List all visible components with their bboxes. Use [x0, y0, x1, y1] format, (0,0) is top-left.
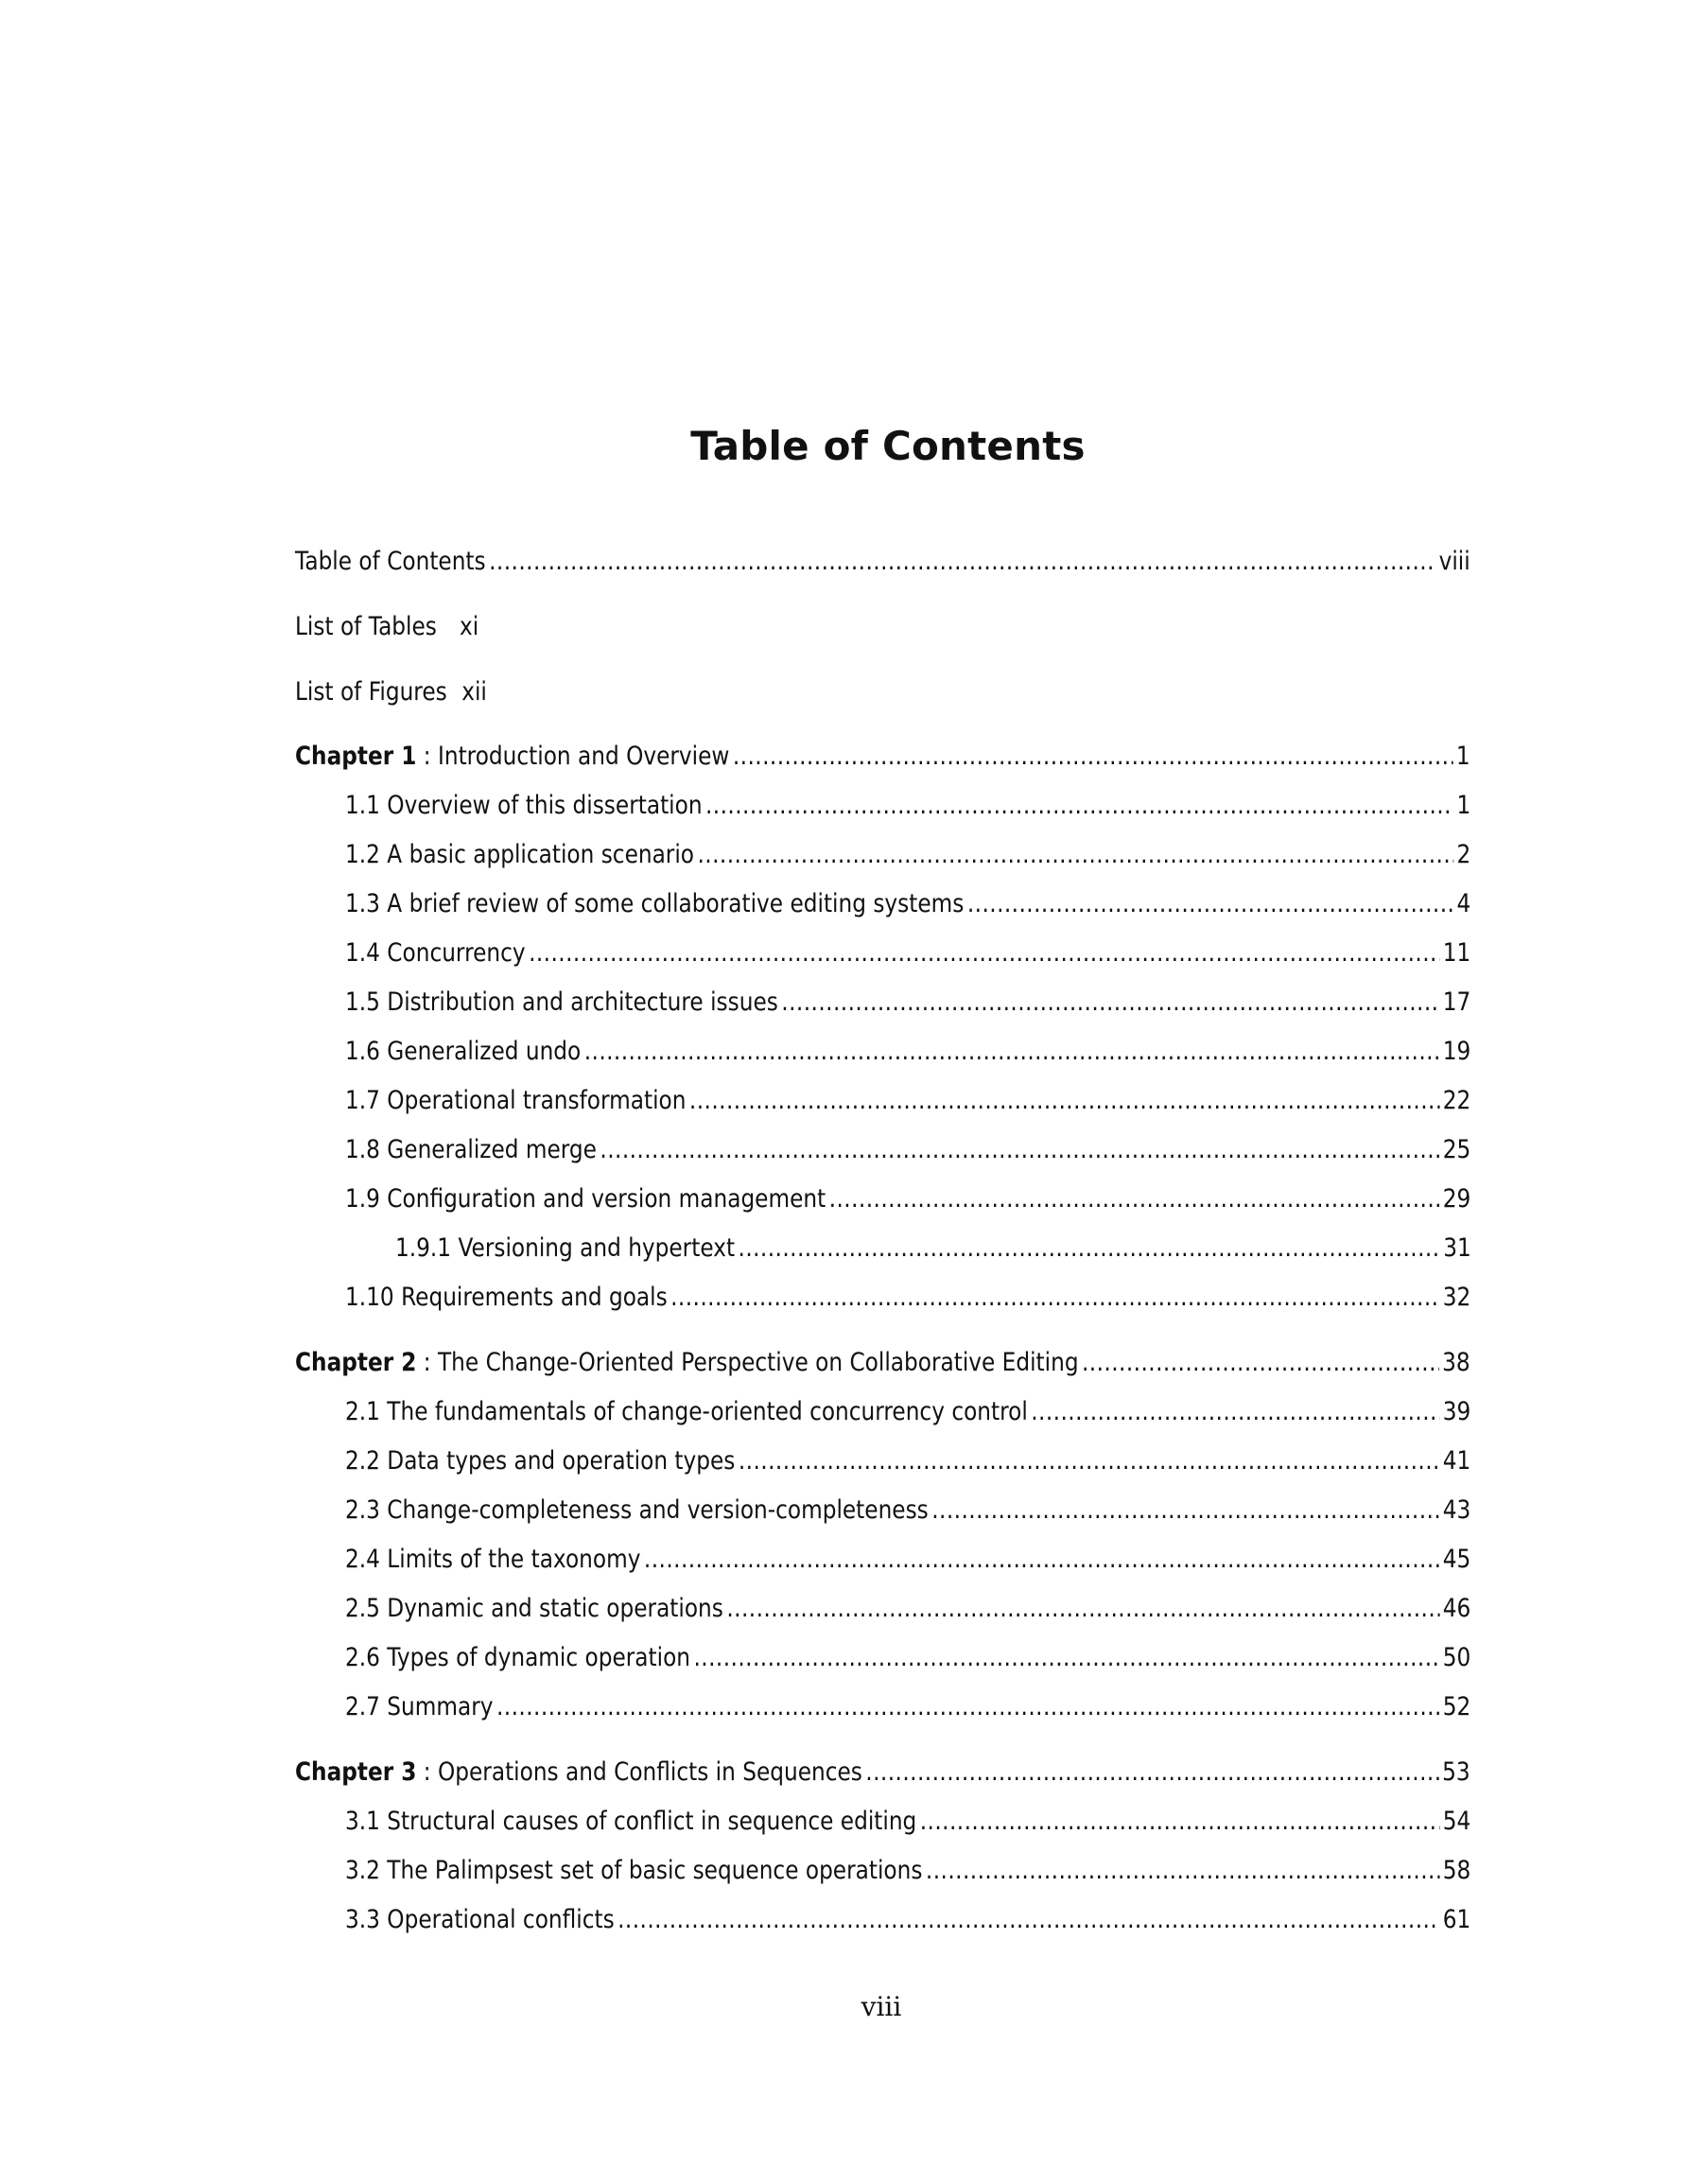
dot-leader — [617, 1901, 1439, 1939]
toc-section-label: 1.4 Concurrency — [345, 938, 526, 968]
dot-leader — [726, 1590, 1439, 1628]
dot-leader — [739, 1442, 1439, 1480]
toc-section-label: 2.6 Types of dynamic operation — [345, 1643, 691, 1672]
toc-section-label: 2.1 The fundamentals of change-oriented concurrency control — [345, 1397, 1028, 1426]
toc-section[interactable] — [345, 1180, 1470, 1218]
toc-section-label: 2.4 Limits of the taxonomy — [345, 1545, 641, 1574]
dot-leader — [1031, 1393, 1439, 1431]
dot-leader — [670, 1279, 1439, 1317]
toc-section[interactable] — [345, 1033, 1470, 1071]
dot-leader — [967, 885, 1453, 923]
dot-leader — [693, 1639, 1439, 1677]
toc-section[interactable] — [345, 984, 1470, 1022]
dot-leader — [1082, 1344, 1439, 1382]
toc-entry-table-of-contents[interactable] — [295, 543, 1470, 581]
toc-entry-page: 53 — [1442, 1757, 1470, 1787]
dot-leader — [829, 1180, 1440, 1218]
toc-section[interactable] — [345, 1131, 1470, 1169]
toc-subsection-label: 1.9.1 Versioning and hypertext — [395, 1233, 736, 1263]
toc-section[interactable] — [345, 1803, 1470, 1841]
toc-entry-page: 54 — [1442, 1807, 1471, 1836]
toc-section-label: 2.3 Change-completeness and version-completeness — [345, 1495, 929, 1525]
toc-section[interactable] — [345, 1082, 1470, 1120]
toc-entry-label: Table of Contents — [295, 547, 486, 576]
toc-entry-page: 29 — [1442, 1184, 1471, 1214]
toc-entry-page: 11 — [1442, 938, 1471, 968]
chapter-title: : Introduction and Overview — [423, 742, 730, 771]
toc-section-label: 1.7 Operational transformation — [345, 1086, 687, 1115]
toc-entry-page: 38 — [1442, 1348, 1470, 1377]
toc-chapter-1[interactable] — [295, 738, 1470, 776]
toc-entry-label: List of Figures — [295, 677, 447, 707]
toc-section[interactable] — [345, 935, 1470, 972]
toc-section[interactable] — [345, 1393, 1470, 1431]
toc-entry-page: 25 — [1442, 1135, 1471, 1164]
toc-section-label: 1.10 Requirements and goals — [345, 1283, 668, 1312]
dot-leader — [584, 1033, 1440, 1071]
dot-leader — [781, 984, 1439, 1022]
toc-section-label: 3.3 Operational conflicts — [345, 1905, 615, 1934]
toc-chapter-2[interactable] — [295, 1344, 1470, 1382]
toc-section[interactable] — [345, 1279, 1470, 1317]
toc-chapter-3[interactable] — [295, 1754, 1470, 1791]
chapter-label: Chapter 3 — [295, 1757, 417, 1787]
toc-entry-page: 1 — [1455, 742, 1470, 771]
chapter-label: Chapter 2 — [295, 1348, 417, 1377]
toc-section[interactable] — [345, 885, 1470, 923]
chapter-label: Chapter 1 — [295, 742, 417, 771]
toc-entry-page: 4 — [1456, 889, 1471, 918]
chapter-title: : Operations and Conflicts in Sequences — [423, 1757, 862, 1787]
toc-section-label: 1.6 Generalized undo — [345, 1037, 582, 1066]
dot-leader — [600, 1131, 1439, 1169]
dot-leader — [705, 787, 1453, 825]
toc-section-label: 2.5 Dynamic and static operations — [345, 1594, 723, 1623]
dot-leader — [931, 1492, 1439, 1529]
dot-leader — [489, 543, 1435, 581]
toc-entry-page: 31 — [1443, 1233, 1471, 1263]
toc-section[interactable] — [345, 836, 1470, 874]
toc-entry-page: 61 — [1442, 1905, 1471, 1934]
toc-entry-page: 52 — [1442, 1692, 1471, 1721]
toc-section[interactable] — [345, 1852, 1470, 1890]
toc-section-label: 1.2 A basic application scenario — [345, 840, 695, 869]
toc-entry-page: xi — [459, 612, 479, 641]
dot-leader — [733, 738, 1453, 776]
toc-section-label: 1.9 Configuration and version management — [345, 1184, 826, 1214]
toc-entry-page: xii — [461, 677, 487, 707]
toc-entry-page: 39 — [1442, 1397, 1471, 1426]
dot-leader — [865, 1754, 1438, 1791]
toc-entry-page: 50 — [1442, 1643, 1471, 1672]
toc-entry-page: 43 — [1442, 1495, 1471, 1525]
dot-leader — [739, 1230, 1440, 1267]
toc-entry-page: 45 — [1442, 1545, 1471, 1574]
chapter-title: : The Change-Oriented Perspective on Collaborative Editing — [423, 1348, 1079, 1377]
toc-section[interactable] — [345, 787, 1470, 825]
toc-section-label: 1.8 Generalized merge — [345, 1135, 597, 1164]
toc-section-label: 2.7 Summary — [345, 1692, 494, 1721]
dot-leader — [697, 836, 1453, 874]
toc-entry-page: 41 — [1442, 1446, 1471, 1476]
toc-section[interactable] — [345, 1639, 1470, 1677]
toc-section-label: 1.5 Distribution and architecture issues — [345, 987, 778, 1017]
toc-entry-page: 2 — [1456, 840, 1471, 869]
toc-section-label: 1.1 Overview of this dissertation — [345, 791, 703, 820]
toc-section[interactable] — [345, 1688, 1470, 1726]
toc-section[interactable] — [345, 1442, 1470, 1480]
toc-entry-list-of-tables[interactable] — [295, 608, 1470, 646]
toc-entry-page: 46 — [1442, 1594, 1471, 1623]
toc-entry-page: 1 — [1456, 791, 1471, 820]
toc-entry-page: 32 — [1442, 1283, 1471, 1312]
toc-entry-page: viii — [1438, 547, 1470, 576]
toc-entry-page: 22 — [1442, 1086, 1471, 1115]
dot-leader — [920, 1803, 1440, 1841]
toc-section-label: 2.2 Data types and operation types — [345, 1446, 736, 1476]
page-title: Table of Contents — [690, 423, 1086, 469]
toc-section[interactable] — [345, 1901, 1470, 1939]
toc-entry-page: 58 — [1442, 1856, 1471, 1885]
toc-subsection[interactable] — [395, 1230, 1471, 1267]
page-number: viii — [861, 1991, 902, 2022]
dot-leader — [926, 1852, 1439, 1890]
dot-leader — [496, 1688, 1439, 1726]
toc-section-label: 3.2 The Palimpsest set of basic sequence operations — [345, 1856, 923, 1885]
toc-section[interactable] — [345, 1541, 1470, 1579]
toc-entry-label: List of Tables — [295, 612, 437, 641]
toc-entry-list-of-figures[interactable] — [295, 673, 1470, 711]
toc-section-label: 3.1 Structural causes of conflict in sequence editing — [345, 1807, 917, 1836]
dot-leader — [644, 1541, 1439, 1579]
dot-leader — [689, 1082, 1439, 1120]
toc-section[interactable] — [345, 1590, 1470, 1628]
toc-entry-page: 19 — [1442, 1037, 1471, 1066]
toc-entry-page: 17 — [1442, 987, 1471, 1017]
dot-leader — [529, 935, 1439, 972]
toc-section-label: 1.3 A brief review of some collaborative editing systems — [345, 889, 965, 918]
toc-section[interactable] — [345, 1492, 1470, 1529]
